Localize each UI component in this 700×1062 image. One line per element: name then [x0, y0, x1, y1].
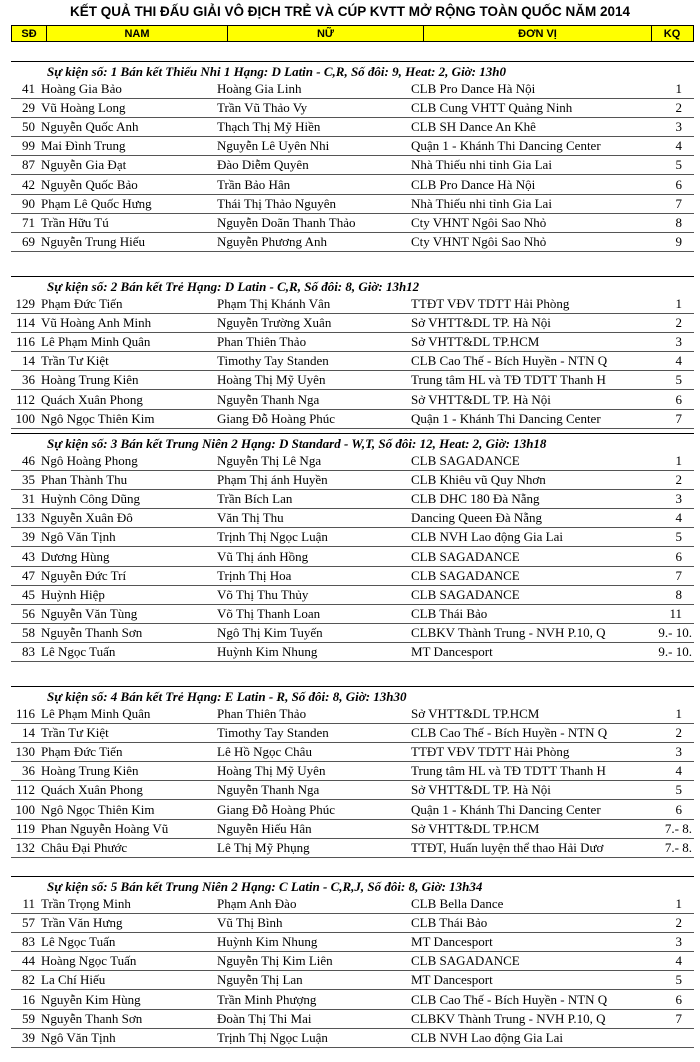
couple-number: 36 [22, 372, 35, 388]
male-dancer: Ngô Văn Tịnh [41, 1029, 116, 1045]
female-dancer: Nguyễn Thanh Nga [217, 782, 320, 798]
couple-number: 59 [22, 1010, 35, 1026]
table-row [11, 471, 694, 490]
club-name: Trung tâm HL và TĐ TDTT Thanh H [411, 763, 606, 779]
male-dancer: Nguyễn Quốc Anh [41, 119, 139, 135]
female-dancer: Trịnh Thị Hoa [217, 567, 292, 583]
female-dancer: Huỳnh Kim Nhung [217, 934, 318, 950]
male-dancer: Nguyễn Gia Đạt [41, 157, 127, 173]
female-dancer: Võ Thị Thu Thủy [217, 586, 309, 602]
couple-number: 45 [22, 586, 35, 602]
result: 2 [675, 915, 682, 931]
club-name: CLB Thái Bảo [411, 605, 488, 621]
result: 7.- 8. [664, 839, 692, 855]
female-dancer: Trần Vũ Thảo Vy [217, 100, 308, 116]
club-name: MT Dancesport [411, 972, 493, 988]
table-row [11, 990, 694, 1009]
result: 9 [675, 233, 682, 249]
female-dancer: Trịnh Thị Ngọc Luận [217, 529, 328, 545]
result: 2 [675, 472, 682, 488]
male-dancer: Lê Ngọc Tuấn [41, 934, 116, 950]
event-title: Sự kiện số: 1 Bán kết Thiếu Nhi 1 Hạng: D Latin - C,R, Số đôi: 9, Heat: 2, Giờ: 13h0 [11, 61, 694, 80]
result: 6 [675, 801, 682, 817]
header-nu: NỮ [228, 26, 424, 41]
couple-number: 119 [15, 820, 35, 836]
club-name: Nhà Thiếu nhi tỉnh Gia Lai [411, 157, 552, 173]
couple-number: 83 [22, 643, 35, 659]
male-dancer: Trần Văn Hưng [41, 915, 123, 931]
couple-number: 16 [22, 991, 35, 1007]
club-name: CLB DHC 180 Đà Nẵng [411, 491, 540, 507]
female-dancer: Trịnh Thị Ngọc Luận [217, 1029, 328, 1045]
club-name: CLB SAGADANCE [411, 453, 520, 469]
male-dancer: Phạm Đức Tiến [41, 744, 123, 760]
male-dancer: Nguyễn Thanh Sơn [41, 624, 143, 640]
table-row [11, 1010, 694, 1029]
club-name: Sở VHTT&DL TP.HCM [411, 334, 540, 350]
table-row [11, 952, 694, 971]
male-dancer: Lê Phạm Minh Quân [41, 706, 151, 722]
female-dancer: Trần Bảo Hân [217, 176, 291, 192]
female-dancer: Nguyễn Thị Lê Nga [217, 453, 322, 469]
female-dancer: Ngô Thị Kim Tuyến [217, 624, 323, 640]
result: 3 [675, 491, 682, 507]
result: 2 [675, 315, 682, 331]
male-dancer: Vũ Hoàng Anh Minh [41, 315, 152, 331]
male-dancer: Lê Ngọc Tuấn [41, 643, 116, 659]
result: 5 [675, 157, 682, 173]
female-dancer: Nguyễn Thị Lan [217, 972, 303, 988]
couple-number: 35 [22, 472, 35, 488]
male-dancer: Huỳnh Công Dũng [41, 491, 140, 507]
couple-number: 43 [22, 548, 35, 564]
couple-number: 90 [22, 195, 35, 211]
table-row [11, 175, 694, 194]
couple-number: 83 [22, 934, 35, 950]
club-name: MT Dancesport [411, 643, 493, 659]
club-name: CLB NVH Lao động Gia Lai [411, 1029, 564, 1045]
club-name: CLB Cao Thế - Bích Huyền - NTN Q [411, 991, 608, 1007]
couple-number: 50 [22, 119, 35, 135]
result: 1 [675, 296, 682, 312]
table-row [11, 643, 694, 662]
club-name: Sở VHTT&DL TP. Hà Nội [411, 782, 551, 798]
club-name: CLB Cao Thế - Bích Huyền - NTN Q [411, 353, 608, 369]
female-dancer: Hoàng Gia Linh [217, 81, 302, 97]
couple-number: 99 [22, 138, 35, 154]
club-name: Quận 1 - Khánh Thi Dancing Center [411, 138, 601, 154]
table-row [11, 933, 694, 952]
result: 8 [675, 214, 682, 230]
table-row [11, 410, 694, 429]
event-title: Sự kiện số: 3 Bán kết Trung Niên 2 Hạng: D Standard - W,T, Số đôi: 12, Heat: 2, Giờ: 13h18 [11, 433, 694, 452]
table-row [11, 214, 694, 233]
result: 5 [675, 782, 682, 798]
result: 7 [675, 410, 682, 426]
header-sd: SĐ [12, 26, 47, 41]
table-row [11, 195, 694, 214]
couple-number: 46 [22, 453, 35, 469]
couple-number: 116 [15, 334, 35, 350]
female-dancer: Trần Bích Lan [217, 491, 293, 507]
club-name: Sở VHTT&DL TP.HCM [411, 706, 540, 722]
table-row [11, 1029, 694, 1048]
result: 2 [675, 100, 682, 116]
male-dancer: Mai Đình Trung [41, 138, 126, 154]
club-name: CLB NVH Lao động Gia Lai [411, 529, 564, 545]
couple-number: 82 [22, 972, 35, 988]
couple-number: 129 [15, 296, 35, 312]
male-dancer: Quách Xuân Phong [41, 391, 143, 407]
result: 4 [675, 510, 682, 526]
result: 6 [675, 391, 682, 407]
table-row [11, 839, 694, 858]
table-row [11, 371, 694, 390]
club-name: Cty VHNT Ngôi Sao Nhỏ [411, 214, 547, 230]
club-name: CLB SH Dance An Khê [411, 119, 536, 135]
club-name: MT Dancesport [411, 934, 493, 950]
table-row [11, 156, 694, 175]
result: 7.- 8. [664, 820, 692, 836]
event-title: Sự kiện số: 4 Bán kết Trẻ Hạng: E Latin - R, Số đôi: 8, Giờ: 13h30 [11, 686, 694, 705]
club-name: CLBKV Thành Trung - NVH P.10, Q [411, 1010, 606, 1026]
table-row [11, 586, 694, 605]
table-row [11, 567, 694, 586]
couple-number: 11 [22, 896, 35, 912]
male-dancer: Trần Hữu Tú [41, 214, 109, 230]
female-dancer: Lê Hồ Ngọc Châu [217, 744, 312, 760]
club-name: CLBKV Thành Trung - NVH P.10, Q [411, 624, 606, 640]
result: 6 [675, 548, 682, 564]
table-row [11, 762, 694, 781]
female-dancer: Đoàn Thị Thi Mai [217, 1010, 312, 1026]
male-dancer: Dương Hùng [41, 548, 110, 564]
female-dancer: Nguyễn Doãn Thanh Thảo [217, 214, 356, 230]
couple-number: 87 [22, 157, 35, 173]
female-dancer: Võ Thị Thanh Loan [217, 605, 321, 621]
table-row [11, 80, 694, 99]
male-dancer: La Chí Hiếu [41, 972, 106, 988]
table-row [11, 295, 694, 314]
table-row [11, 895, 694, 914]
couple-number: 132 [15, 839, 35, 855]
table-row [11, 99, 694, 118]
table-row [11, 624, 694, 643]
table-row [11, 137, 694, 156]
club-name: Quận 1 - Khánh Thi Dancing Center [411, 410, 601, 426]
result: 1 [675, 453, 682, 469]
table-header [11, 25, 694, 42]
event-title: Sự kiện số: 5 Bán kết Trung Niên 2 Hạng: C Latin - C,R,J, Số đôi: 8, Giờ: 13h34 [11, 876, 694, 895]
couple-number: 36 [22, 763, 35, 779]
couple-number: 29 [22, 100, 35, 116]
club-name: TTĐT, Huấn luyện thể thao Hải Dươ [411, 839, 604, 855]
table-row [11, 490, 694, 509]
table-row [11, 781, 694, 800]
table-row [11, 914, 694, 933]
table-row [11, 605, 694, 624]
couple-number: 133 [15, 510, 35, 526]
female-dancer: Hoàng Thị Mỹ Uyên [217, 372, 326, 388]
male-dancer: Vũ Hoàng Long [41, 100, 126, 116]
female-dancer: Vũ Thị ánh Hồng [217, 548, 309, 564]
table-row [11, 390, 694, 409]
male-dancer: Châu Đại Phước [41, 839, 128, 855]
page-title: KẾT QUẢ THI ĐẤU GIẢI VÔ ĐỊCH TRẺ VÀ CÚP KVTT MỞ RỘNG TOÀN QUỐC NĂM 2014 [69, 4, 631, 19]
female-dancer: Hoàng Thị Mỹ Uyên [217, 763, 326, 779]
couple-number: 41 [22, 81, 35, 97]
couple-number: 47 [22, 567, 35, 583]
result: 1 [675, 896, 682, 912]
result: 6 [675, 991, 682, 1007]
couple-number: 14 [22, 725, 35, 741]
club-name: CLB SAGADANCE [411, 953, 520, 969]
female-dancer: Văn Thị Thu [217, 510, 284, 526]
male-dancer: Quách Xuân Phong [41, 782, 143, 798]
table-row [11, 314, 694, 333]
couple-number: 57 [22, 915, 35, 931]
female-dancer: Phan Thiên Thảo [217, 334, 307, 350]
result: 7 [675, 567, 682, 583]
table-row [11, 333, 694, 352]
club-name: CLB Pro Dance Hà Nội [411, 176, 536, 192]
table-row [11, 743, 694, 762]
header-kq: KQ [663, 27, 681, 40]
couple-number: 112 [15, 391, 35, 407]
couple-number: 69 [22, 233, 35, 249]
male-dancer: Phan Thành Thu [41, 472, 128, 488]
table-row [11, 971, 694, 990]
club-name: Nhà Thiếu nhi tỉnh Gia Lai [411, 195, 552, 211]
couple-number: 39 [22, 529, 35, 545]
couple-number: 39 [22, 1029, 35, 1045]
male-dancer: Nguyễn Văn Tùng [41, 605, 138, 621]
club-name: CLB SAGADANCE [411, 567, 520, 583]
male-dancer: Nguyễn Xuân Đô [41, 510, 133, 526]
male-dancer: Ngô Ngọc Thiên Kim [41, 410, 155, 426]
male-dancer: Huỳnh Hiệp [41, 586, 105, 602]
couple-number: 71 [22, 214, 35, 230]
club-name: CLB Cao Thế - Bích Huyền - NTN Q [411, 725, 608, 741]
club-name: TTĐT VĐV TDTT Hải Phòng [411, 296, 570, 312]
club-name: Trung tâm HL và TĐ TDTT Thanh H [411, 372, 606, 388]
male-dancer: Hoàng Ngọc Tuấn [41, 953, 137, 969]
club-name: CLB Cung VHTT Quảng Ninh [411, 100, 573, 116]
result: 1 [675, 706, 682, 722]
event-section [11, 433, 694, 662]
male-dancer: Trần Tư Kiệt [41, 725, 109, 741]
male-dancer: Ngô Văn Tịnh [41, 529, 116, 545]
event-section [11, 276, 694, 429]
result: 3 [675, 334, 682, 350]
table-row [11, 352, 694, 371]
result: 6 [675, 176, 682, 192]
club-name: CLB SAGADANCE [411, 548, 520, 564]
table-row [11, 800, 694, 819]
couple-number: 112 [15, 782, 35, 798]
male-dancer: Ngô Hoàng Phong [41, 453, 138, 469]
female-dancer: Timothy Tay Standen [217, 353, 329, 369]
event-section [11, 876, 694, 1048]
result: 8 [675, 586, 682, 602]
couple-number: 100 [15, 410, 35, 426]
couple-number: 56 [22, 605, 35, 621]
result: 1 [675, 81, 682, 97]
header-nam: NAM [47, 26, 228, 41]
table-row [11, 509, 694, 528]
event-section [11, 61, 694, 252]
male-dancer: Lê Phạm Minh Quân [41, 334, 151, 350]
female-dancer: Nguyễn Thanh Nga [217, 391, 320, 407]
result: 4 [675, 138, 682, 154]
male-dancer: Ngô Ngọc Thiên Kim [41, 801, 155, 817]
female-dancer: Nguyễn Thị Kim Liên [217, 953, 333, 969]
female-dancer: Phạm Thị ánh Huyền [217, 472, 328, 488]
couple-number: 42 [22, 176, 35, 192]
club-name: Dancing Queen Đà Nẵng [411, 510, 543, 526]
female-dancer: Nguyễn Trường Xuân [217, 315, 332, 331]
result: 5 [675, 372, 682, 388]
result: 3 [675, 119, 682, 135]
female-dancer: Giang Đỗ Hoàng Phúc [217, 410, 336, 426]
couple-number: 130 [15, 744, 35, 760]
event-section [11, 686, 694, 858]
club-name: Sở VHTT&DL TP.HCM [411, 820, 540, 836]
female-dancer: Đào Diễm Quyên [217, 157, 309, 173]
result: 4 [675, 763, 682, 779]
table-row [11, 820, 694, 839]
female-dancer: Phan Thiên Thảo [217, 706, 307, 722]
male-dancer: Nguyễn Quốc Bảo [41, 176, 138, 192]
result: 3 [675, 934, 682, 950]
club-name: CLB Pro Dance Hà Nội [411, 81, 536, 97]
club-name: Sở VHTT&DL TP. Hà Nội [411, 315, 551, 331]
female-dancer: Lê Thị Mỹ Phụng [217, 839, 310, 855]
female-dancer: Timothy Tay Standen [217, 725, 329, 741]
event-title: Sự kiện số: 2 Bán kết Trẻ Hạng: D Latin - C,R, Số đôi: 8, Giờ: 13h12 [11, 276, 694, 295]
result: 9.- 10. [658, 624, 692, 640]
table-row [11, 528, 694, 547]
female-dancer: Vũ Thị Bình [217, 915, 283, 931]
couple-number: 116 [15, 706, 35, 722]
result: 5 [675, 972, 682, 988]
female-dancer: Nguyễn Lê Uyên Nhi [217, 138, 330, 154]
male-dancer: Phạm Đức Tiến [41, 296, 123, 312]
club-name: Cty VHNT Ngôi Sao Nhỏ [411, 233, 547, 249]
result: 11 [669, 605, 682, 621]
male-dancer: Nguyễn Kim Hùng [41, 991, 141, 1007]
male-dancer: Phan Nguyễn Hoàng Vũ [41, 820, 169, 836]
female-dancer: Thái Thị Thảo Nguyên [217, 195, 337, 211]
female-dancer: Giang Đỗ Hoàng Phúc [217, 801, 336, 817]
male-dancer: Nguyễn Thanh Sơn [41, 1010, 143, 1026]
female-dancer: Trần Minh Phượng [217, 991, 317, 1007]
female-dancer: Thạch Thị Mỹ Hiền [217, 119, 321, 135]
male-dancer: Hoàng Trung Kiên [41, 372, 139, 388]
result: 4 [675, 953, 682, 969]
male-dancer: Nguyễn Đức Trí [41, 567, 127, 583]
result: 2 [675, 725, 682, 741]
male-dancer: Trần Trọng Minh [41, 896, 131, 912]
male-dancer: Trần Tư Kiệt [41, 353, 109, 369]
couple-number: 31 [22, 491, 35, 507]
male-dancer: Phạm Lê Quốc Hưng [41, 195, 152, 211]
result: 5 [675, 529, 682, 545]
female-dancer: Phạm Anh Đào [217, 896, 297, 912]
couple-number: 14 [22, 353, 35, 369]
club-name: Quận 1 - Khánh Thi Dancing Center [411, 801, 601, 817]
club-name: CLB Khiêu vũ Quy Nhơn [411, 472, 546, 488]
result: 7 [675, 195, 682, 211]
table-row [11, 233, 694, 252]
male-dancer: Hoàng Gia Bảo [41, 81, 122, 97]
club-name: CLB SAGADANCE [411, 586, 520, 602]
table-row [11, 705, 694, 724]
male-dancer: Nguyễn Trung Hiếu [41, 233, 146, 249]
club-name: TTĐT VĐV TDTT Hải Phòng [411, 744, 570, 760]
table-row [11, 452, 694, 471]
couple-number: 44 [22, 953, 35, 969]
club-name: CLB Thái Bảo [411, 915, 488, 931]
female-dancer: Nguyễn Hiếu Hân [217, 820, 312, 836]
result: 9.- 10. [658, 643, 692, 659]
female-dancer: Nguyễn Phương Anh [217, 233, 327, 249]
result: 7 [675, 1010, 682, 1026]
club-name: CLB Bella Dance [411, 896, 504, 912]
couple-number: 100 [15, 801, 35, 817]
table-row [11, 724, 694, 743]
male-dancer: Hoàng Trung Kiên [41, 763, 139, 779]
header-don-vi: ĐƠN VỊ [424, 26, 652, 41]
female-dancer: Huỳnh Kim Nhung [217, 643, 318, 659]
table-row [11, 118, 694, 137]
table-row [11, 547, 694, 566]
couple-number: 58 [22, 624, 35, 640]
club-name: Sở VHTT&DL TP. Hà Nội [411, 391, 551, 407]
result: 4 [675, 353, 682, 369]
couple-number: 114 [15, 315, 35, 331]
female-dancer: Phạm Thị Khánh Vân [217, 296, 331, 312]
result: 3 [675, 744, 682, 760]
